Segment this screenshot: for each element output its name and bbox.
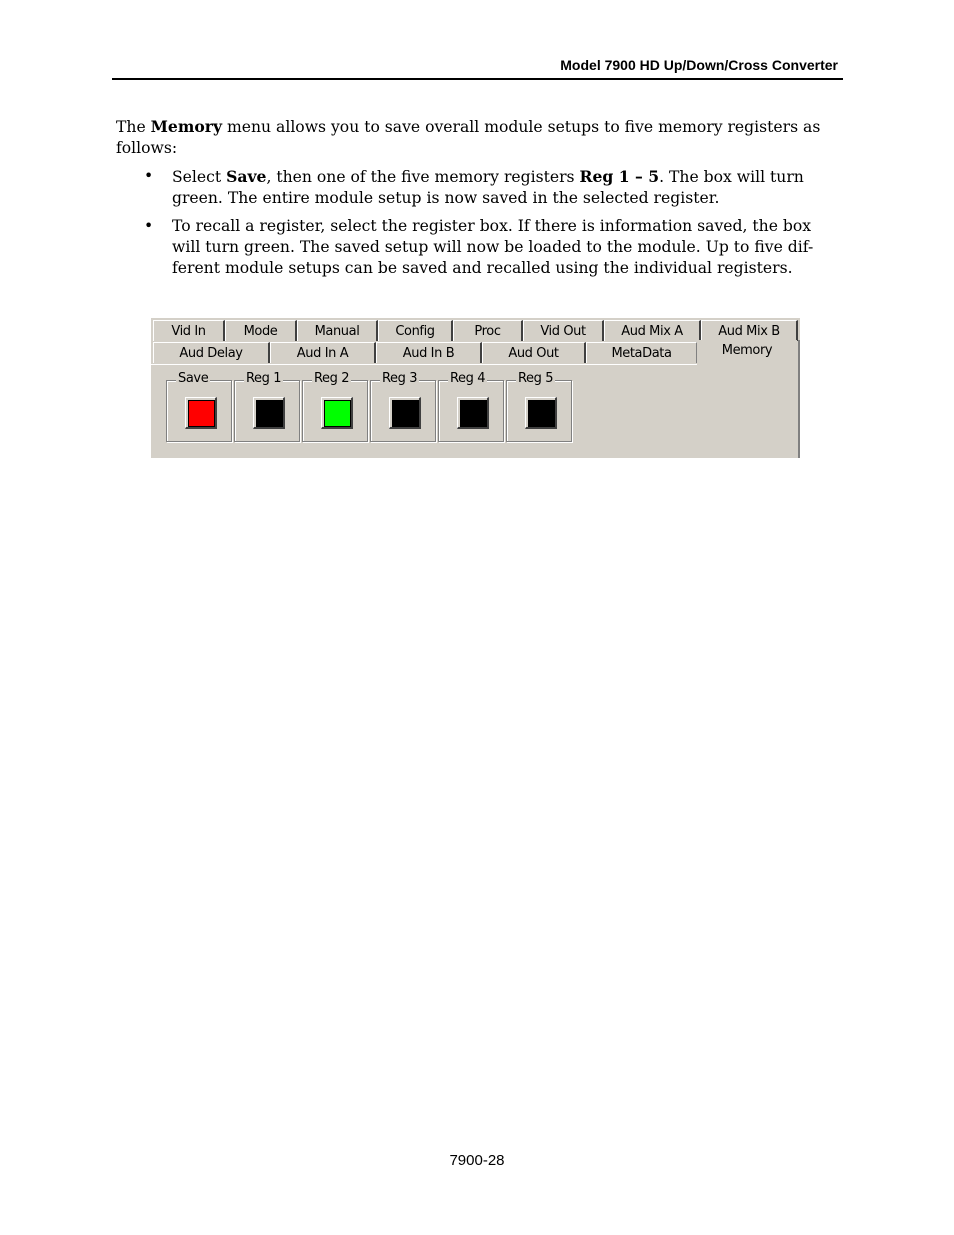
register-label: Reg 2 xyxy=(314,371,350,386)
tab-manual[interactable]: Manual xyxy=(297,320,378,341)
reg-2-button[interactable] xyxy=(321,397,353,429)
page-header-title: Model 7900 HD Up/Down/Cross Converter xyxy=(560,57,838,73)
reg-3-button[interactable] xyxy=(389,397,421,429)
register-indicator xyxy=(188,400,215,427)
register-label: Save xyxy=(178,371,209,386)
register-indicator xyxy=(256,400,283,427)
register-label: Reg 5 xyxy=(518,371,554,386)
tab-vid-out[interactable]: Vid Out xyxy=(523,320,604,341)
tab-mode[interactable]: Mode xyxy=(225,320,297,341)
register-indicator xyxy=(460,400,487,427)
tab-aud-mix-a[interactable]: Aud Mix A xyxy=(604,320,701,341)
bullet-dot: • xyxy=(144,217,154,235)
bullet-item-save: • Select Save, then one of the five memory registers Reg 1 – 5. The box will turn green. The entire module setup is now saved in the selected register. xyxy=(144,167,804,207)
page-number: 7900-28 xyxy=(449,1152,505,1169)
bullet-item-recall: • To recall a register, select the register box. If there is information saved, the box will turn green. The saved setup will now be loaded to the module. Up to five dif-ferent module setups can be saved and recalled using the individual registers. xyxy=(144,217,814,277)
register-group-reg-5 xyxy=(506,371,572,442)
tab-aud-delay[interactable]: Aud Delay xyxy=(153,342,270,363)
memory-menu-screenshot xyxy=(151,318,800,458)
register-label: Reg 4 xyxy=(450,371,486,386)
register-label: Reg 1 xyxy=(246,371,282,386)
register-group-reg-2 xyxy=(302,371,368,442)
panel-right-edge xyxy=(798,340,800,458)
register-group-reg-4 xyxy=(438,371,504,442)
tab-aud-mix-b[interactable]: Aud Mix B xyxy=(701,320,798,341)
bullet-list xyxy=(116,166,831,279)
intro-paragraph: The Memory menu allows you to save overall module setups to five memory registers as follows: xyxy=(116,117,821,157)
register-group-reg-3 xyxy=(370,371,436,442)
register-group-save xyxy=(166,371,232,442)
save-button[interactable] xyxy=(185,397,217,429)
tab-proc[interactable]: Proc xyxy=(453,320,523,341)
header-rule xyxy=(112,78,843,80)
register-group-reg-1 xyxy=(234,371,300,442)
register-label: Reg 3 xyxy=(382,371,418,386)
body-text xyxy=(116,116,831,286)
register-indicator xyxy=(528,400,555,427)
tab-config[interactable]: Config xyxy=(378,320,453,341)
tab-metadata[interactable]: MetaData xyxy=(586,342,697,363)
bullet-dot: • xyxy=(144,167,154,185)
register-indicator xyxy=(392,400,419,427)
reg-5-button[interactable] xyxy=(525,397,557,429)
tab-aud-out[interactable]: Aud Out xyxy=(482,342,586,363)
tab-aud-in-a[interactable]: Aud In A xyxy=(270,342,376,363)
tab-aud-in-b[interactable]: Aud In B xyxy=(376,342,482,363)
tab-memory[interactable]: Memory xyxy=(697,340,797,361)
reg-1-button[interactable] xyxy=(253,397,285,429)
register-indicator xyxy=(324,400,351,427)
reg-4-button[interactable] xyxy=(457,397,489,429)
tab-vid-in[interactable]: Vid In xyxy=(153,320,225,341)
